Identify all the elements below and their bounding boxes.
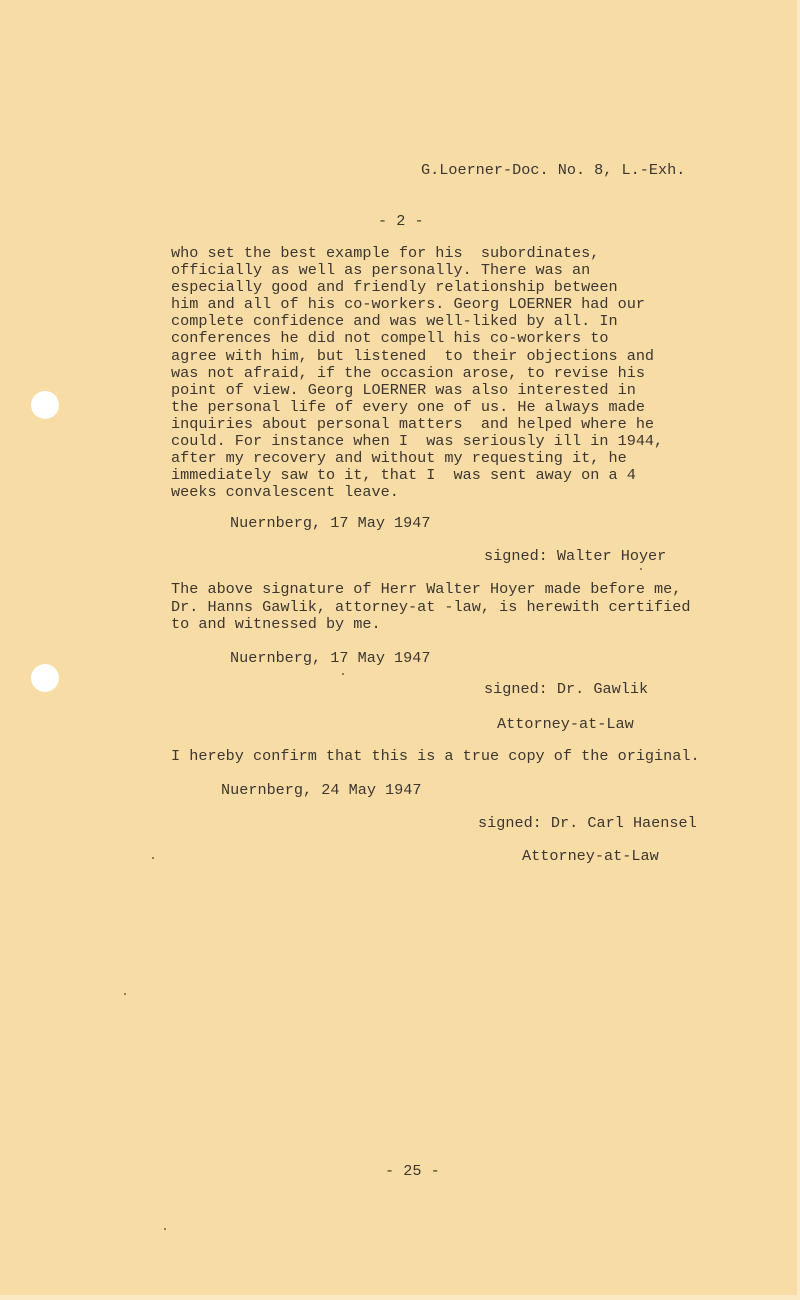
punch-hole-bottom: [31, 664, 59, 692]
body-line: weeks convalescent leave.: [171, 483, 399, 502]
page-number: - 25 -: [385, 1162, 440, 1180]
body-line: officially as well as personally. There was an: [171, 261, 591, 280]
certification-line: Dr. Hanns Gawlik, attorney-at -law, is herewith certified: [171, 597, 691, 616]
certification-line: The above signature of Herr Walter Hoyer made before me,: [171, 580, 682, 598]
paper-speck: [640, 568, 642, 570]
paper-speck: [164, 1228, 166, 1230]
certification-block: [171, 581, 781, 634]
body-line: immediately saw to it, that I was sent away on a 4: [171, 466, 636, 485]
testimony-body: [171, 245, 771, 501]
body-line: him and all of his co-workers. Georg LOERNER had our: [171, 295, 645, 314]
certification-line: to and witnessed by me.: [171, 615, 381, 633]
signature-2: signed: Dr. Gawlik: [484, 680, 649, 698]
confirmation-statement: I hereby confirm that this is a true copy of the original.: [171, 747, 700, 765]
paper-speck: [342, 673, 344, 675]
signer-title-3: Attorney-at-Law: [522, 847, 659, 865]
place-date-2: Nuernberg, 17 May 1947: [230, 649, 431, 667]
page-marker: - 2 -: [378, 212, 424, 230]
place-date-3: Nuernberg, 24 May 1947: [221, 781, 422, 799]
paper-speck: [124, 993, 126, 995]
body-line: complete confidence and was well-liked by all. In: [171, 312, 618, 331]
body-line: conferences he did not compell his co-workers to: [171, 329, 609, 348]
body-line: was not afraid, if the occasion arose, to revise his: [171, 363, 645, 382]
document-header: G.Loerner-Doc. No. 8, L.-Exh.: [421, 161, 686, 179]
signature-1: signed: Walter Hoyer: [484, 547, 667, 565]
body-line: could. For instance when I was seriously ill in 1944,: [171, 432, 664, 451]
signer-title-2: Attorney-at-Law: [497, 715, 634, 733]
page-edge-bottom: [0, 1295, 800, 1300]
body-line: especially good and friendly relationship between: [171, 278, 618, 297]
body-line: the personal life of every one of us. He always made: [171, 397, 645, 416]
place-date-1: Nuernberg, 17 May 1947: [230, 514, 431, 532]
body-line: agree with him, but listened to their objections and: [171, 346, 655, 365]
body-line: who set the best example for his subordinates,: [171, 244, 600, 262]
paper-speck: [152, 857, 154, 859]
signature-3: signed: Dr. Carl Haensel: [478, 814, 697, 832]
punch-hole-top: [31, 391, 59, 419]
body-line: after my recovery and without my requesting it, he: [171, 449, 627, 468]
body-line: point of view. Georg LOERNER was also interested in: [171, 380, 636, 399]
body-line: inquiries about personal matters and helped where he: [171, 414, 655, 433]
